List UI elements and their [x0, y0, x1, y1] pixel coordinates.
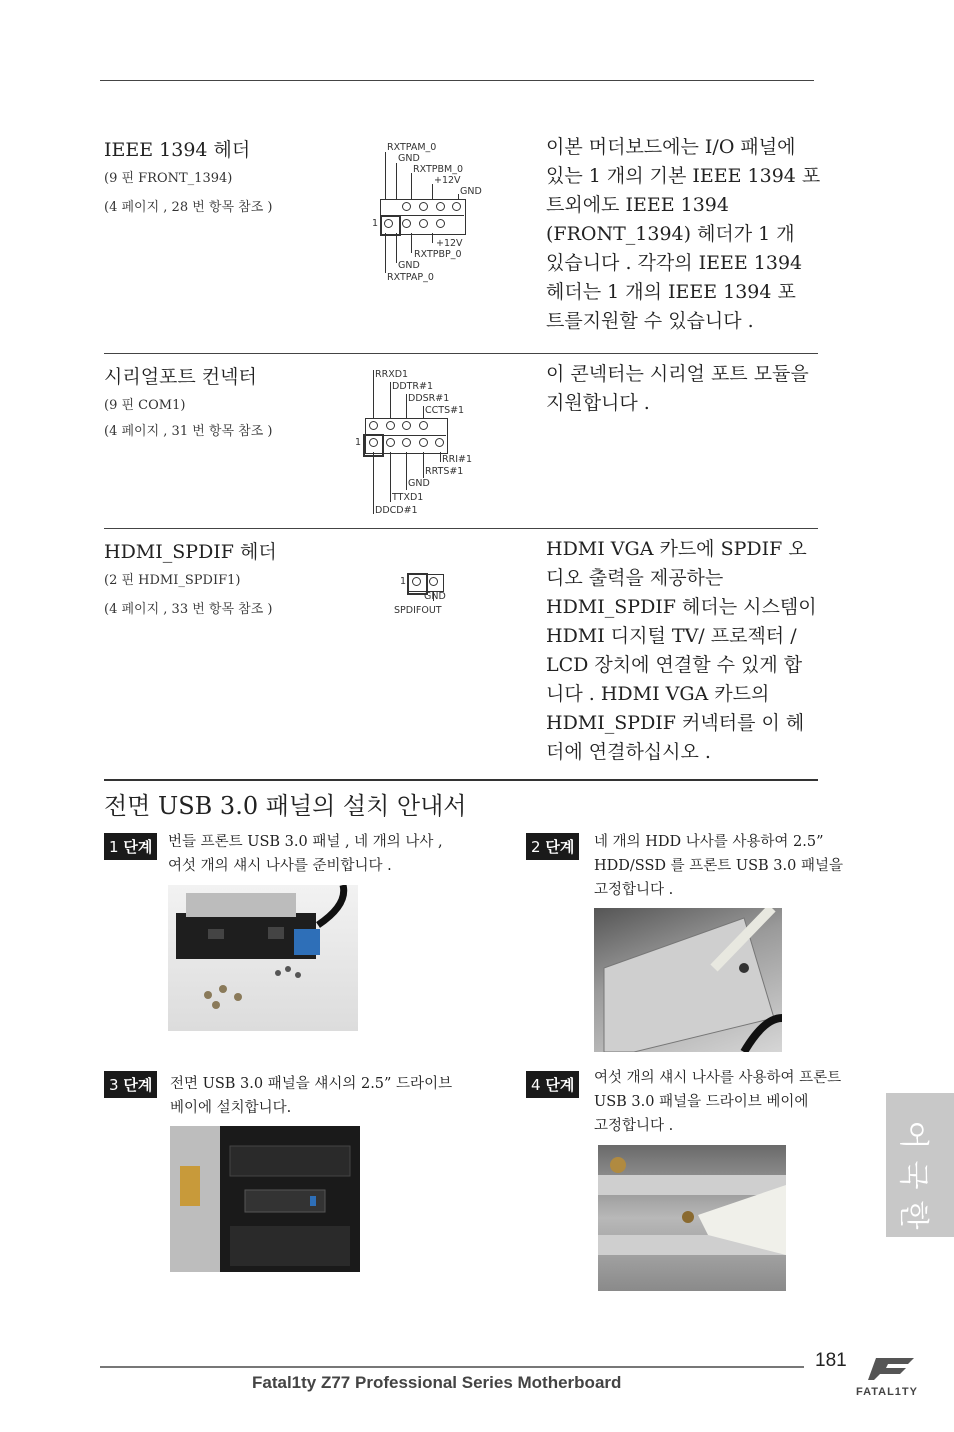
step-4-badge: 4 단계 [526, 1071, 579, 1098]
ieee1394-description: 이본 머더보드에는 I/O 패널에 있는 1 개의 기본 IEEE 1394 포 트외에도 IEEE 1394 (FRONT_1394) 헤더가 1 개 있습니다 . 각각의 IEEE 1394 헤더는 1 개의 IEEE 1394 포 트를지원할 수 있습니다 . [546, 136, 821, 332]
spdif-ref: (4 페이지 , 33 번 항목 참조 ) [104, 602, 273, 617]
language-tab-char: 어 [895, 1120, 931, 1150]
spdif-pins: (2 핀 HDMI_SPDIF1) [104, 573, 241, 588]
step-2-photo [594, 908, 782, 1052]
diag-label: +12V [434, 175, 461, 186]
diag-label: GND [460, 186, 482, 197]
ieee1394-title: IEEE 1394 헤더 [104, 139, 251, 161]
spdif-title: HDMI_SPDIF 헤더 [104, 541, 277, 563]
fatal1ty-logo [856, 1354, 932, 1404]
diag-label: GND [398, 260, 420, 271]
diag-label: CCTS#1 [425, 405, 465, 416]
pin1-label: 1 [372, 218, 379, 229]
step-3-text: 전면 USB 3.0 패널을 섀시의 2.5” 드라이브 베이에 설치합니다. [170, 1076, 453, 1116]
fatal1ty-logo-icon [856, 1354, 932, 1384]
ieee1394-pins: (9 핀 FRONT_1394) [104, 171, 233, 186]
diag-label: GND [398, 153, 420, 164]
diag-label: DDTR#1 [392, 381, 434, 392]
language-tab-char: 국 [895, 1160, 931, 1190]
diag-label: RXTPAM_0 [387, 142, 437, 153]
step-2-text: 네 개의 HDD 나사를 사용하여 2.5” HDD/SSD 를 프론트 USB 3.0 패널을 고정합니다 . [594, 834, 843, 898]
diag-label: RXTPBM_0 [413, 164, 463, 175]
diag-label: RRXD1 [375, 369, 409, 380]
divider [104, 528, 818, 529]
step-1-badge: 1 단계 [104, 833, 157, 860]
ieee1394-ref: (4 페이지 , 28 번 항목 참조 ) [104, 200, 273, 215]
serial-pins: (9 핀 COM1) [104, 398, 186, 413]
pin1-label: 1 [355, 437, 362, 448]
diag-label: GND [424, 591, 446, 602]
step-4-text: 여섯 개의 섀시 나사를 사용하여 프론트 USB 3.0 패널을 드라이브 베이에 고정합니다 . [594, 1070, 842, 1134]
diag-label: RXTPBP_0 [414, 249, 462, 260]
serial-title: 시리얼포트 컨넥터 [104, 366, 257, 388]
step-2-badge: 2 단계 [526, 833, 579, 860]
spdif-description: HDMI VGA 카드에 SPDIF 오 디오 출력을 제공하는 HDMI_SPDIF 헤더는 시스템이 HDMI 디지털 TV/ 프로젝터 / LCD 장치에 연결할 수 있게 합 니다 . HDMI VGA 카드의 HDMI_SPDIF 커넥터를 이 헤 더에 연결하십시오 . [546, 538, 817, 763]
divider [104, 353, 818, 354]
diag-label: RRTS#1 [425, 466, 464, 477]
install-title: 전면 USB 3.0 패널의 설치 안내서 [104, 792, 467, 820]
top-rule [100, 80, 814, 81]
step-4-photo [598, 1145, 786, 1291]
diag-label: DDSR#1 [408, 393, 450, 404]
diag-label: DDCD#1 [375, 505, 418, 516]
step-3-photo [170, 1126, 360, 1272]
diag-label: RRI#1 [442, 454, 473, 465]
diag-label: GND [408, 478, 430, 489]
diag-label: RXTPAP_0 [387, 272, 434, 283]
divider [104, 779, 818, 781]
page-number: 181 [815, 1350, 847, 1371]
footer-rule [100, 1366, 804, 1368]
language-tab-char: 한 [895, 1200, 931, 1230]
step-1-text: 번들 프론트 USB 3.0 패널 , 네 개의 나사 , 여섯 개의 섀시 나사를 준비합니다 . [168, 834, 443, 874]
footer-title: Fatal1ty Z77 Professional Series Motherboard [252, 1373, 622, 1392]
diag-label: +12V [436, 238, 463, 249]
diag-label: SPDIFOUT [394, 605, 442, 616]
pin1-label: 1 [400, 576, 407, 587]
fatal1ty-logo-text: FATAL1TY [856, 1386, 918, 1398]
step-1-photo [168, 885, 358, 1031]
diag-label: TTXD1 [392, 492, 424, 503]
serial-ref: (4 페이지 , 31 번 항목 참조 ) [104, 424, 273, 439]
language-tab [886, 1093, 954, 1237]
serial-description: 이 콘넥터는 시리얼 포트 모듈을 지원합니다 . [546, 363, 809, 414]
step-3-badge: 3 단계 [104, 1071, 157, 1098]
